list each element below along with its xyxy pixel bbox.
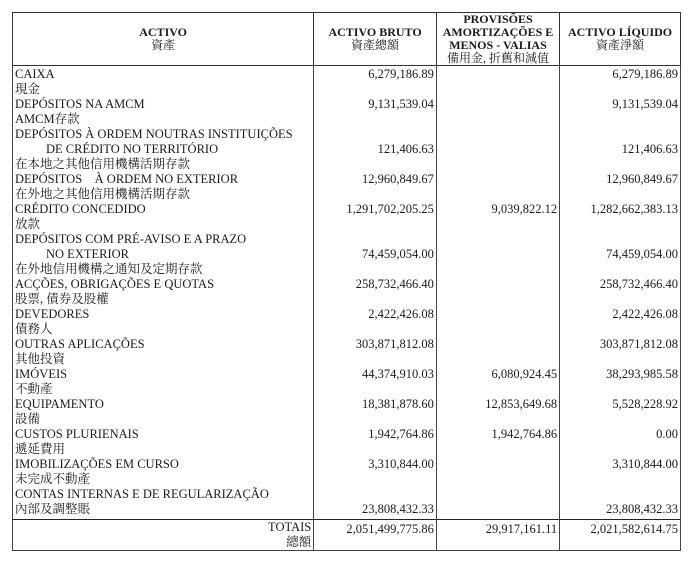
item-liquido-value: 303,871,812.08 [560, 337, 681, 367]
item-liquido-value: 6,279,186.89 [560, 66, 681, 98]
table-row [13, 337, 681, 367]
item-label [13, 66, 314, 98]
item-bruto-value: 9,131,539.04 [314, 97, 437, 127]
item-liquido-value: 74,459,054.00 [560, 232, 681, 277]
table-row [13, 307, 681, 337]
item-liquido-value: 2,422,426.08 [560, 307, 681, 337]
item-label-cn: 遞延費用 [15, 442, 66, 456]
totals-row [13, 520, 681, 551]
item-label-pt: DE CRÉDITO NO TERRITÓRIO [46, 142, 219, 156]
item-label-pt: DEPÓSITOS NA AMCM [15, 97, 145, 111]
item-liquido-value: 121,406.63 [560, 127, 681, 172]
item-liquido-value: 23,808,432.33 [560, 487, 681, 520]
item-label-pt: CUSTOS PLURIENAIS [15, 427, 139, 441]
item-label-cn: 未完成不動產 [15, 472, 91, 486]
item-provisoes-value [436, 277, 559, 307]
item-bruto-value: 1,942,764.86 [314, 427, 437, 457]
item-label [13, 307, 314, 337]
balance-sheet-table [12, 12, 681, 551]
header-pt: ACTIVO LÍQUIDO [568, 25, 673, 39]
item-bruto-value: 121,406.63 [314, 127, 437, 172]
header-pt: ACTIVO BRUTO [328, 25, 422, 39]
header-cn: 資產 [151, 38, 176, 52]
item-label [13, 457, 314, 487]
item-liquido-value: 5,528,228.92 [560, 397, 681, 427]
item-provisoes-value [436, 337, 559, 367]
item-label [13, 427, 314, 457]
item-label-pt: CONTAS INTERNAS E DE REGULARIZAÇÃO [15, 487, 269, 501]
table-row [13, 232, 681, 277]
item-provisoes-value: 12,853,649.68 [436, 397, 559, 427]
item-provisoes-value [436, 172, 559, 202]
totals-label-pt: TOTAIS [268, 520, 312, 534]
item-bruto-value: 258,732,466.40 [314, 277, 437, 307]
item-provisoes-value [436, 232, 559, 277]
item-bruto-value: 303,871,812.08 [314, 337, 437, 367]
item-label-pt: IMÓVEIS [15, 367, 68, 381]
item-label [13, 202, 314, 232]
item-label-pt: ACÇÕES, OBRIGAÇÕES E QUOTAS [15, 277, 215, 291]
item-liquido-value: 9,131,539.04 [560, 97, 681, 127]
item-label-cn: 現金 [15, 82, 41, 96]
table-row [13, 202, 681, 232]
item-bruto-value: 6,279,186.89 [314, 66, 437, 98]
item-label [13, 97, 314, 127]
item-label-pt: DEPÓSITOS À ORDEM NO EXTERIOR [15, 172, 239, 186]
table-row [13, 66, 681, 98]
item-label-cn: 債務人 [15, 322, 53, 336]
header-cn: 資產總額 [351, 38, 400, 52]
totals-bruto-value: 2,051,499,775.86 [314, 520, 437, 551]
header-cn: 資產淨額 [596, 38, 645, 52]
header-pt: ACTIVO [139, 25, 188, 39]
item-label-cn: 放款 [15, 217, 41, 231]
item-bruto-value: 74,459,054.00 [314, 232, 437, 277]
header-activo-bruto [314, 13, 437, 66]
totals-label-cn: 總額 [286, 535, 312, 549]
table-body [13, 66, 681, 551]
item-label-pt: DEPÓSITOS À ORDEM NOUTRAS INSTITUIÇÕES [15, 127, 293, 141]
table-row [13, 397, 681, 427]
item-liquido-value: 1,282,662,383.13 [560, 202, 681, 232]
item-label-cn: AMCM存款 [15, 112, 80, 126]
totals-liquido-value: 2,021,582,614.75 [560, 520, 681, 551]
item-label [13, 277, 314, 307]
item-provisoes-value [436, 66, 559, 98]
item-label-pt: DEPÓSITOS COM PRÉ-AVISO E A PRAZO [15, 232, 247, 246]
header-provisoes [436, 13, 559, 66]
item-bruto-value: 18,381,878.60 [314, 397, 437, 427]
header-pt: PROVISÕES AMORTIZAÇÕES E MENOS - VALIAS [442, 12, 554, 52]
item-label-cn: 在外地之其他信用機構活期存款 [15, 187, 191, 201]
totals-label [13, 520, 314, 551]
item-label-pt: OUTRAS APLICAÇÕES [15, 337, 145, 351]
table-row [13, 127, 681, 172]
item-provisoes-value [436, 307, 559, 337]
table-row [13, 367, 681, 397]
item-label [13, 232, 314, 277]
table-row [13, 172, 681, 202]
item-bruto-value: 3,310,844.00 [314, 457, 437, 487]
item-liquido-value: 258,732,466.40 [560, 277, 681, 307]
item-bruto-value: 2,422,426.08 [314, 307, 437, 337]
item-bruto-value: 12,960,849.67 [314, 172, 437, 202]
item-label-cn: 股票, 債券及股權 [15, 292, 109, 306]
header-row [13, 13, 681, 66]
item-label-pt: EQUIPAMENTO [15, 397, 104, 411]
header-activo-liquido [560, 13, 681, 66]
item-provisoes-value: 6,080,924.45 [436, 367, 559, 397]
item-label-cn: 其他投資 [15, 352, 66, 366]
table-row [13, 457, 681, 487]
item-label-pt: CAIXA [15, 67, 55, 81]
item-provisoes-value [436, 97, 559, 127]
item-bruto-value: 23,808,432.33 [314, 487, 437, 520]
item-label [13, 367, 314, 397]
item-bruto-value: 1,291,702,205.25 [314, 202, 437, 232]
item-liquido-value: 38,293,985.58 [560, 367, 681, 397]
item-liquido-value: 0.00 [560, 427, 681, 457]
item-label-pt: CRÉDITO CONCEDIDO [15, 202, 146, 216]
item-label-cn: 在本地之其他信用機構活期存款 [15, 157, 191, 171]
item-liquido-value: 12,960,849.67 [560, 172, 681, 202]
item-label-cn: 內部及調整賬 [15, 502, 91, 516]
item-label-cn: 在外地信用機構之通知及定期存款 [15, 262, 203, 276]
item-label-cn: 設備 [15, 412, 41, 426]
item-provisoes-value [436, 487, 559, 520]
item-provisoes-value: 1,942,764.86 [436, 427, 559, 457]
item-label [13, 127, 314, 172]
totals-provisoes-value: 29,917,161.11 [436, 520, 559, 551]
item-provisoes-value [436, 457, 559, 487]
item-label-pt: DEVEDORES [15, 307, 90, 321]
item-label [13, 397, 314, 427]
table-row [13, 487, 681, 520]
item-label-pt: NO EXTERIOR [46, 247, 129, 261]
item-label [13, 172, 314, 202]
item-label-pt: IMOBILIZAÇÕES EM CURSO [15, 457, 179, 471]
item-label [13, 337, 314, 367]
item-bruto-value: 44,374,910.03 [314, 367, 437, 397]
table-row [13, 97, 681, 127]
table-row [13, 427, 681, 457]
item-liquido-value: 3,310,844.00 [560, 457, 681, 487]
item-provisoes-value [436, 127, 559, 172]
table-row [13, 277, 681, 307]
item-label [13, 487, 314, 520]
item-provisoes-value: 9,039,822.12 [436, 202, 559, 232]
header-activo [13, 13, 314, 66]
item-label-cn: 不動產 [15, 382, 53, 396]
header-cn: 備用金, 折舊和減值 [446, 51, 549, 65]
